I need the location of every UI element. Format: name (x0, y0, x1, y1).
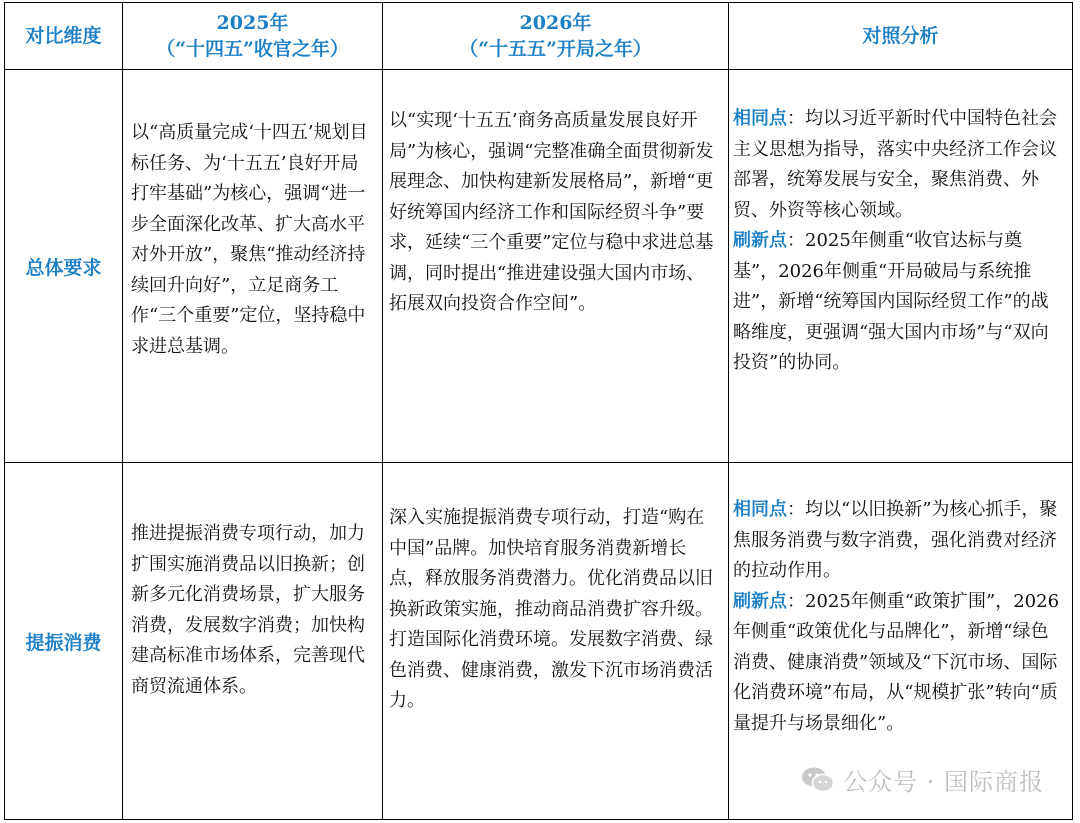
comparison-table (4, 2, 1073, 820)
header-dimension: 对比维度 (5, 3, 123, 70)
header-2025-subtitle: （“十四五”收官之年） (156, 38, 349, 60)
new-point-text: ：2025年侧重“收官达标与奠基”，2026年侧重“开局破局与系统推进”，新增“统筹国内国际经贸工作”的战略维度，更强调“强大国内市场”与“双向投资”的协同。 (733, 230, 1049, 373)
header-2026-subtitle: （“十五五”开局之年） (459, 38, 652, 60)
same-point-text: ：均以“以旧换新”为核心抓手，聚焦服务消费与数字消费，强化消费对经济的拉动作用。 (733, 499, 1058, 581)
watermark (801, 762, 1044, 797)
new-point-text: ：2025年侧重“政策扩围”，2026年侧重“政策优化与品牌化”，新增“绿色消费、健康消费”领域及“下沉市场、国际化消费环境”布局，从“规模扩张”转向“质量提升与场景细化”。 (733, 590, 1060, 734)
watermark-text: 公众号 · 国际商报 (843, 768, 1044, 796)
header-2025-year: 2025年 (216, 12, 289, 34)
wechat-icon (801, 766, 835, 794)
header-2026 (383, 3, 729, 70)
row-dimension: 提振消费 (5, 463, 123, 820)
header-2026-year: 2026年 (519, 12, 592, 34)
header-2025 (123, 3, 383, 70)
cell-2025: 以“高质量完成‘十四五’规划目标任务、为‘十五五’良好开局打牢基础”为核心，强调“进一步全面深化改革、扩大高水平对外开放”，聚焦“推动经济持续回升向好”，立足商务工作“三个重要”定位，坚持稳中求进总基调。 (123, 70, 383, 463)
new-point-label: 刷新点 (733, 230, 787, 251)
cell-2026: 深入实施提振消费专项行动，打造“购在中国”品牌。加快培育服务消费新增长点，释放服务消费潜力。优化消费品以旧换新政策实施，推动商品消费扩容升级。打造国际化消费环境。发展数字消费、绿色消费、健康消费，激发下沉市场消费活力。 (383, 463, 729, 820)
cell-2025: 推进提振消费专项行动，加力扩围实施消费品以旧换新；创新多元化消费场景，扩大服务消费，发展数字消费；加快构建高标准市场体系，完善现代商贸流通体系。 (123, 463, 383, 820)
header-row (5, 3, 1073, 70)
same-point-text: ：均以习近平新时代中国特色社会主义思想为指导，落实中央经济工作会议部署，统筹发展与安全，聚焦消费、外贸、外资等核心领域。 (733, 108, 1057, 221)
same-point-label: 相同点 (733, 108, 787, 129)
same-point-label: 相同点 (733, 499, 787, 520)
header-analysis: 对照分析 (729, 3, 1073, 70)
row-dimension: 总体要求 (5, 70, 123, 463)
table-row (5, 70, 1073, 463)
cell-analysis (729, 70, 1073, 463)
cell-2026: 以“实现‘十五五’商务高质量发展良好开局”为核心，强调“完整准确全面贯彻新发展理念、加快构建新发展格局”，新增“更好统筹国内经济工作和国际经贸斗争”要求，延续“三个重要”定位与稳中求进总基调，同时提出“推进建设强大国内市场、拓展双向投资合作空间”。 (383, 70, 729, 463)
new-point-label: 刷新点 (733, 590, 787, 612)
